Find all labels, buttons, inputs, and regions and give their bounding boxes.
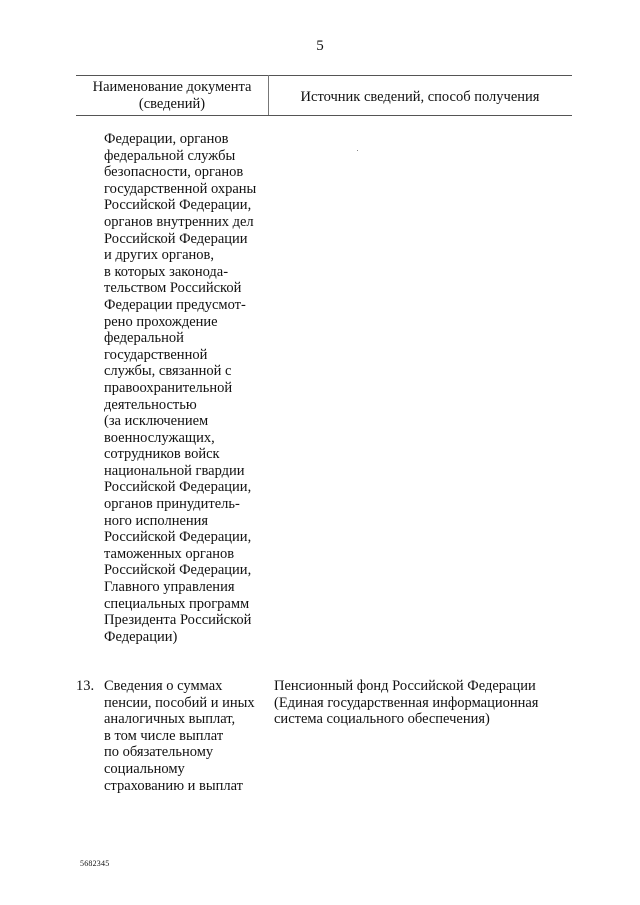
text-line: деятельностью xyxy=(104,396,197,413)
text-line: страхованию и выплат xyxy=(104,777,244,794)
text-line: государственной охраны xyxy=(104,180,257,197)
text-line: Федерации предусмот- xyxy=(104,296,246,313)
text-line: Пенсионный фонд Российской Федерации xyxy=(274,678,536,694)
text-line: рено прохождение xyxy=(104,313,218,330)
text-line: государственной xyxy=(104,346,208,363)
text-line: и других органов, xyxy=(104,247,215,264)
text-line: военнослужащих, xyxy=(104,429,215,446)
item-13-source xyxy=(274,678,574,728)
text-line: (за исключением xyxy=(104,413,209,430)
text-line: таможенных органов xyxy=(104,545,235,562)
text-line: национальной гвардии xyxy=(104,462,245,479)
text-line: Президента Российской xyxy=(104,612,252,629)
page-number: 5 xyxy=(316,38,324,54)
document-code: 5682345 xyxy=(80,859,110,868)
text-line: Российской Федерации xyxy=(104,230,248,247)
text-line: федеральной службы xyxy=(104,147,236,164)
text-line: Сведения о суммах xyxy=(104,678,223,694)
text-line: по обязательному xyxy=(104,744,214,761)
text-line: Российской Федерации, xyxy=(104,479,252,496)
header-source: Источник сведений, способ получения xyxy=(300,89,540,105)
text-line: Федерации) xyxy=(104,628,178,645)
text-line: система социального обеспечения) xyxy=(274,711,490,728)
text-line: службы, связанной с xyxy=(104,363,232,380)
header-document-name-line: (сведений) xyxy=(138,96,206,112)
text-line: правоохранительной xyxy=(104,379,233,396)
text-line: Российской Федерации, xyxy=(104,562,252,579)
text-line: ного исполнения xyxy=(104,512,209,529)
text-line: Главного управления xyxy=(104,579,235,596)
item-13-document-name xyxy=(104,678,269,794)
text-line: пенсии, пособий и иных xyxy=(104,694,255,711)
continued-item-text xyxy=(104,131,274,645)
text-line: органов принудитель- xyxy=(104,496,240,513)
header-document-name xyxy=(76,79,268,113)
text-line: аналогичных выплат, xyxy=(104,711,236,728)
text-line: безопасности, органов xyxy=(104,164,244,181)
text-line: в том числе выплат xyxy=(104,727,224,744)
text-line: специальных программ xyxy=(104,595,250,612)
text-line: Федерации, органов xyxy=(104,131,229,147)
scan-speck xyxy=(357,150,358,151)
text-line: тельством Российской xyxy=(104,280,242,297)
text-line: органов внутренних дел xyxy=(104,213,254,230)
text-line: Российской Федерации, xyxy=(104,529,252,546)
table-top-rule xyxy=(76,75,572,76)
text-line: социальному xyxy=(104,760,185,777)
header-document-name-line: Наименование документа xyxy=(92,79,252,95)
text-line: Российской Федерации, xyxy=(104,197,252,214)
text-line: в которых законода- xyxy=(104,263,229,280)
table-header-bottom-rule xyxy=(76,115,572,116)
text-line: (Единая государственная информационная xyxy=(274,694,539,711)
text-line: сотрудников войск xyxy=(104,446,220,463)
item-13-number: 13. xyxy=(76,678,95,694)
text-line: федеральной xyxy=(104,330,184,347)
